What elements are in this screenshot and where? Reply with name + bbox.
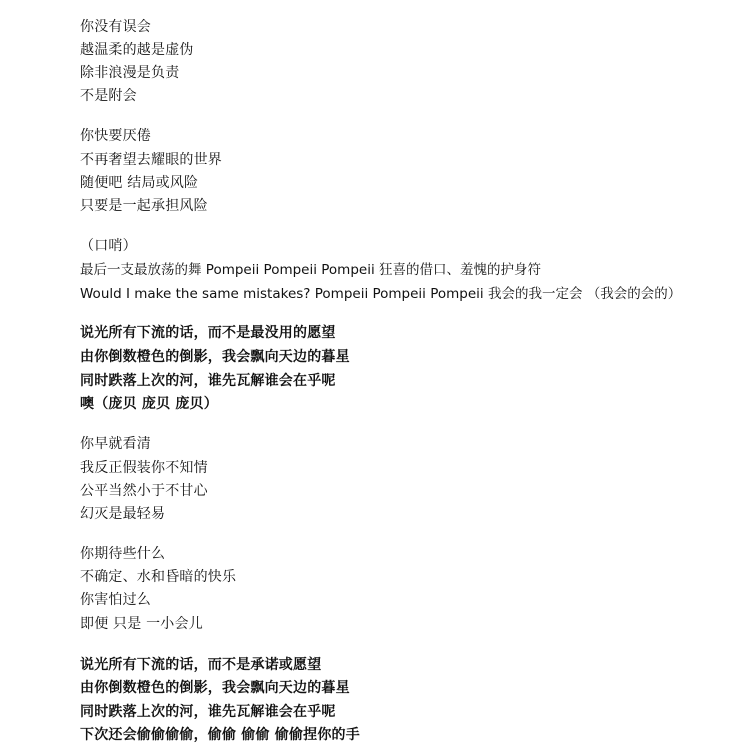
chorus-line: 说光所有下流的话，而不是最没用的愿望 bbox=[80, 325, 336, 341]
lyric-line: 不是附会 bbox=[80, 88, 137, 104]
lyric-line: 随便吧 结局或风险 bbox=[80, 175, 199, 191]
lyric-line: 不再奢望去耀眼的世界 bbox=[80, 152, 222, 168]
lyric-line: 即便 只是 一小会儿 bbox=[80, 616, 203, 632]
chorus-line: 同时跌落上次的河，谁先瓦解谁会在乎呢 bbox=[80, 373, 336, 389]
chorus-line: 由你倒数橙色的倒影，我会飘向天边的暮星 bbox=[80, 349, 350, 365]
lyric-line: Would I make the same mistakes? Pompeii Pompeii Pompeii 我会的我一定会 （我会的会的） bbox=[80, 286, 682, 302]
chorus-line: 由你倒数橙色的倒影，我会飘向天边的暮星 bbox=[80, 680, 350, 696]
chorus-line: 噢（庞贝 庞贝 庞贝） bbox=[80, 396, 218, 412]
lyric-line: 公平当然小于不甘心 bbox=[80, 483, 208, 499]
lyric-line: 幻灭是最轻易 bbox=[80, 506, 166, 522]
chorus-line: 同时跌落上次的河，谁先瓦解谁会在乎呢 bbox=[80, 704, 336, 720]
lyric-line: 最后一支最放荡的舞 Pompeii Pompeii Pompeii 狂喜的借口、羞愧的护身符 bbox=[80, 262, 542, 278]
lyric-line: 你早就看清 bbox=[80, 436, 151, 452]
lyric-line: 越温柔的越是虚伪 bbox=[80, 42, 194, 58]
lyric-line: 你期待些什么 bbox=[80, 546, 166, 562]
chorus-line: 下次还会偷偷偷偷，偷偷 偷偷 偷偷捏你的手 bbox=[80, 727, 360, 743]
chorus-line: 说光所有下流的话，而不是承诺或愿望 bbox=[80, 657, 322, 673]
lyric-line: （口哨） bbox=[80, 238, 137, 254]
lyric-line: 你害怕过么 bbox=[80, 592, 151, 608]
lyric-line: 我反正假装你不知情 bbox=[80, 460, 208, 476]
lyric-line: 你快要厌倦 bbox=[80, 128, 151, 144]
lyric-line: 不确定、水和昏暗的快乐 bbox=[80, 569, 237, 585]
lyric-line: 除非浪漫是负责 bbox=[80, 65, 180, 81]
lyric-line: 只要是一起承担风险 bbox=[80, 198, 208, 214]
lyric-line: 你没有误会 bbox=[80, 19, 151, 35]
